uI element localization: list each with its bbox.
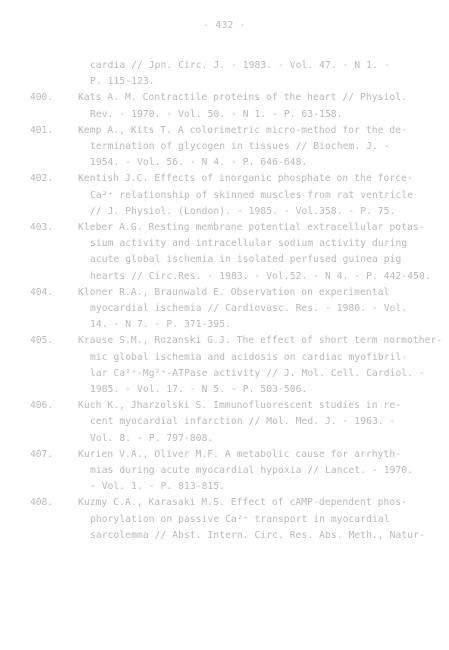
reference-line: myocardial ischemia // Cardiovasc. Res. - 1980. - Vol. xyxy=(90,303,408,315)
reference-line: 1954. - Vol. 56. - N 4. - P. 646-648. xyxy=(90,157,308,169)
reference-entry xyxy=(30,220,440,285)
reference-line: Kuzmy C.A., Karasaki M.S. Effect of cAMP-dependent phos- xyxy=(78,497,408,509)
reference-line: Ca²⁺ relationship of skinned muscles from rat ventricle xyxy=(90,189,414,201)
reference-line: Krause S.M., Rozanski G.J. The effect of short term normother- xyxy=(78,335,443,347)
reference-number: 406. xyxy=(30,400,54,412)
reference-line: cardia // Jpn. Circ. J. - 1983. - Vol. 47. - N 1. - xyxy=(90,60,390,71)
reference-line: Kloner R.A., Braunwald E. Observation on experimental xyxy=(78,286,390,298)
reference-line: Kurien V.A., Oliver M.F. A metabolic cause for arrhyth- xyxy=(78,448,402,460)
reference-number: 404. xyxy=(30,286,54,298)
reference-entry xyxy=(30,58,440,90)
reference-line: termination of glycogen in tissues // Biochem. J. - xyxy=(90,141,390,153)
page-number: - 432 - xyxy=(203,20,246,31)
reference-line: Kats A. M. Contractile proteins of the heart // Physiol. xyxy=(78,92,408,104)
reference-line: phorylation on passive Ca²⁺ transport in myocardial xyxy=(90,513,390,525)
reference-line: Kuch K., Jharzolski S. Immunofluorescent studies in re- xyxy=(78,400,402,412)
reference-entry xyxy=(30,90,440,122)
reference-number: 405. xyxy=(30,335,54,347)
reference-line: lar Ca²⁺-Mg²⁺-ATPase activity // J. Mol. Cell. Cardiol. - xyxy=(90,367,425,379)
reference-entry xyxy=(30,447,440,496)
reference-entry xyxy=(30,285,440,334)
reference-line: Kemp A., Kits T. A colorimetric micro-method for the de- xyxy=(78,124,408,136)
reference-number: 401. xyxy=(30,124,54,136)
reference-list xyxy=(30,58,443,544)
reference-line: Rev. - 1970. - Vol. 50. - N 1. - P. 63-158. xyxy=(90,108,343,120)
reference-line: - Vol. 1. - P. 813-815. xyxy=(90,481,226,493)
reference-line: sarcolemma // Abst. Intern. Circ. Res. Abs. Meth., Natur- xyxy=(90,529,425,541)
reference-line: hearts // Circ.Res. - 1983. - Vol.52. - N 4. - P. 442-450. xyxy=(90,270,431,282)
reference-entry xyxy=(30,171,440,220)
reference-line: Vol. 8. - P. 797-808. xyxy=(90,432,214,444)
reference-line: mias during acute myocardial hypoxia // Lancet. - 1970. xyxy=(90,465,414,477)
reference-line: acute global ischemia in isolated perfused guinea pig xyxy=(90,254,402,266)
reference-number: 403. xyxy=(30,222,54,234)
reference-number: 407. xyxy=(30,448,54,460)
reference-line: cent myocardial infarction // Mol. Med. J. - 1963. - xyxy=(90,416,396,428)
reference-line: mic global ischemia and acidosis on cardiac myofibril- xyxy=(90,351,408,363)
reference-number: 402. xyxy=(30,173,54,185)
reference-line: 14. - N 7. - P. 371-395. xyxy=(90,319,232,331)
reference-entry xyxy=(30,495,440,544)
reference-entry xyxy=(30,123,440,172)
reference-number: 408. xyxy=(30,497,54,509)
reference-line: Kentish J.C. Effects of inorganic phosphate on the force- xyxy=(78,173,413,185)
reference-line: // J. Physiol. (London). - 1985. - Vol.358. - P. 75. xyxy=(90,205,396,217)
reference-number: 400. xyxy=(30,92,54,104)
reference-entry xyxy=(30,333,443,398)
reference-line: sium activity and intracellular sodium activity during xyxy=(90,238,408,250)
reference-line: P. 115-123. xyxy=(90,76,155,88)
reference-line: Kleber A.G. Resting membrane potential extracellular potas- xyxy=(78,222,425,234)
reference-line: 1985. - Vol. 17. - N 5. - P. 503-506. xyxy=(90,384,308,396)
reference-entry xyxy=(30,398,440,447)
